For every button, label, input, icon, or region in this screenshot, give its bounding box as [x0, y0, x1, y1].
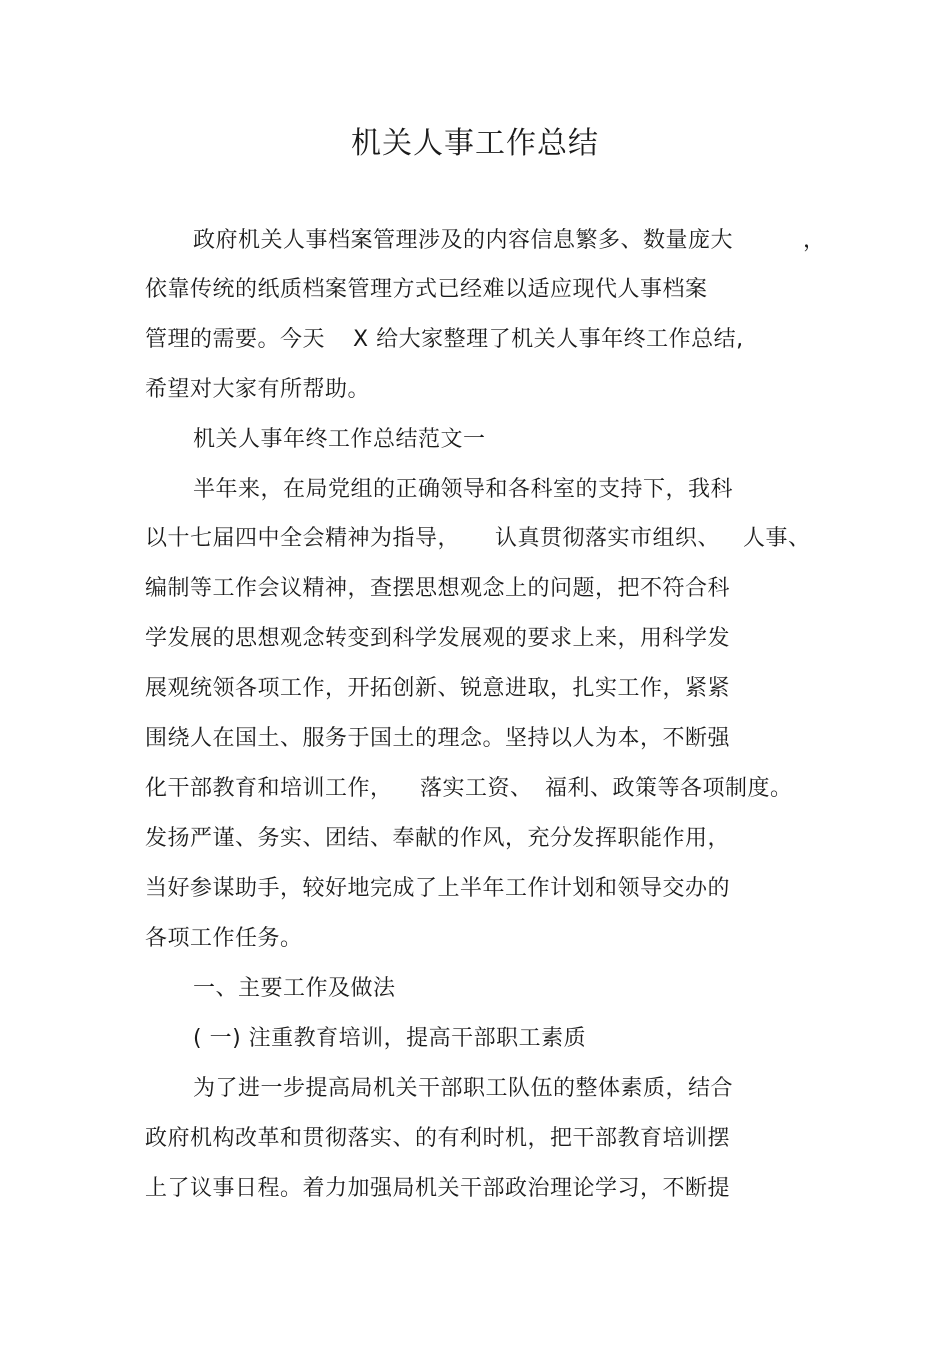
paragraph-line: 依靠传统的纸质档案管理方式已经难以适应现代人事档案: [145, 277, 708, 302]
paragraph-line: 以十七届四中全会精神为指导，: [145, 526, 461, 551]
paragraph-line: 当好参谋助手，较好地完成了上半年工作计划和领导交办的: [145, 876, 731, 901]
paragraph-line: 围绕人在国土、服务于国土的理念。坚持以人为本，不断强: [145, 726, 731, 751]
paragraph-line: 认真贯彻落实市组织、: [495, 526, 721, 551]
paragraph-line: 学发展的思想观念转变到科学发展观的要求上来，用科学发: [145, 626, 731, 651]
paragraph-line: 上了议事日程。着力加强局机关干部政治理论学习，不断提: [145, 1176, 731, 1201]
paragraph-line: 半年来，在局党组的正确领导和各科室的支持下，我科: [193, 477, 734, 502]
paragraph-line: 落实工资、: [420, 776, 533, 801]
paragraph-line: 人事、: [743, 526, 811, 551]
paragraph-line: ，: [803, 228, 826, 253]
paragraph-line: 展观统领各项工作，开拓创新、锐意进取，扎实工作，紧紧: [145, 676, 731, 701]
paragraph-line: 化干部教育和培训工作，: [145, 776, 393, 801]
document-title: 机关人事工作总结: [351, 126, 599, 161]
section-heading: 一、主要工作及做法: [193, 976, 396, 1001]
paragraph-line: X 给大家整理了机关人事年终工作总结,: [353, 327, 744, 352]
paragraph-line: 发扬严谨、务实、团结、奉献的作风，充分发挥职能作用，: [145, 826, 731, 851]
paragraph-line: 编制等工作会议精神，查摆思想观念上的问题，把不符合科: [145, 576, 731, 601]
paragraph-line: 政府机构改革和贯彻落实、的有利时机，把干部教育培训摆: [145, 1126, 731, 1151]
subsection-heading: ( 一) 注重教育培训，提高干部职工素质: [193, 1026, 587, 1051]
paragraph-line: 管理的需要。今天: [145, 327, 326, 352]
paragraph-line: 希望对大家有所帮助。: [145, 377, 371, 402]
paragraph-line: 政府机关人事档案管理涉及的内容信息繁多、数量庞大: [193, 228, 734, 253]
section-heading: 机关人事年终工作总结范文一: [193, 427, 486, 452]
paragraph-line: 各项工作任务。: [145, 926, 303, 951]
paragraph-line: 为了进一步提高局机关干部职工队伍的整体素质，结合: [193, 1076, 734, 1101]
paragraph-line: 福利、政策等各项制度。: [545, 776, 793, 801]
